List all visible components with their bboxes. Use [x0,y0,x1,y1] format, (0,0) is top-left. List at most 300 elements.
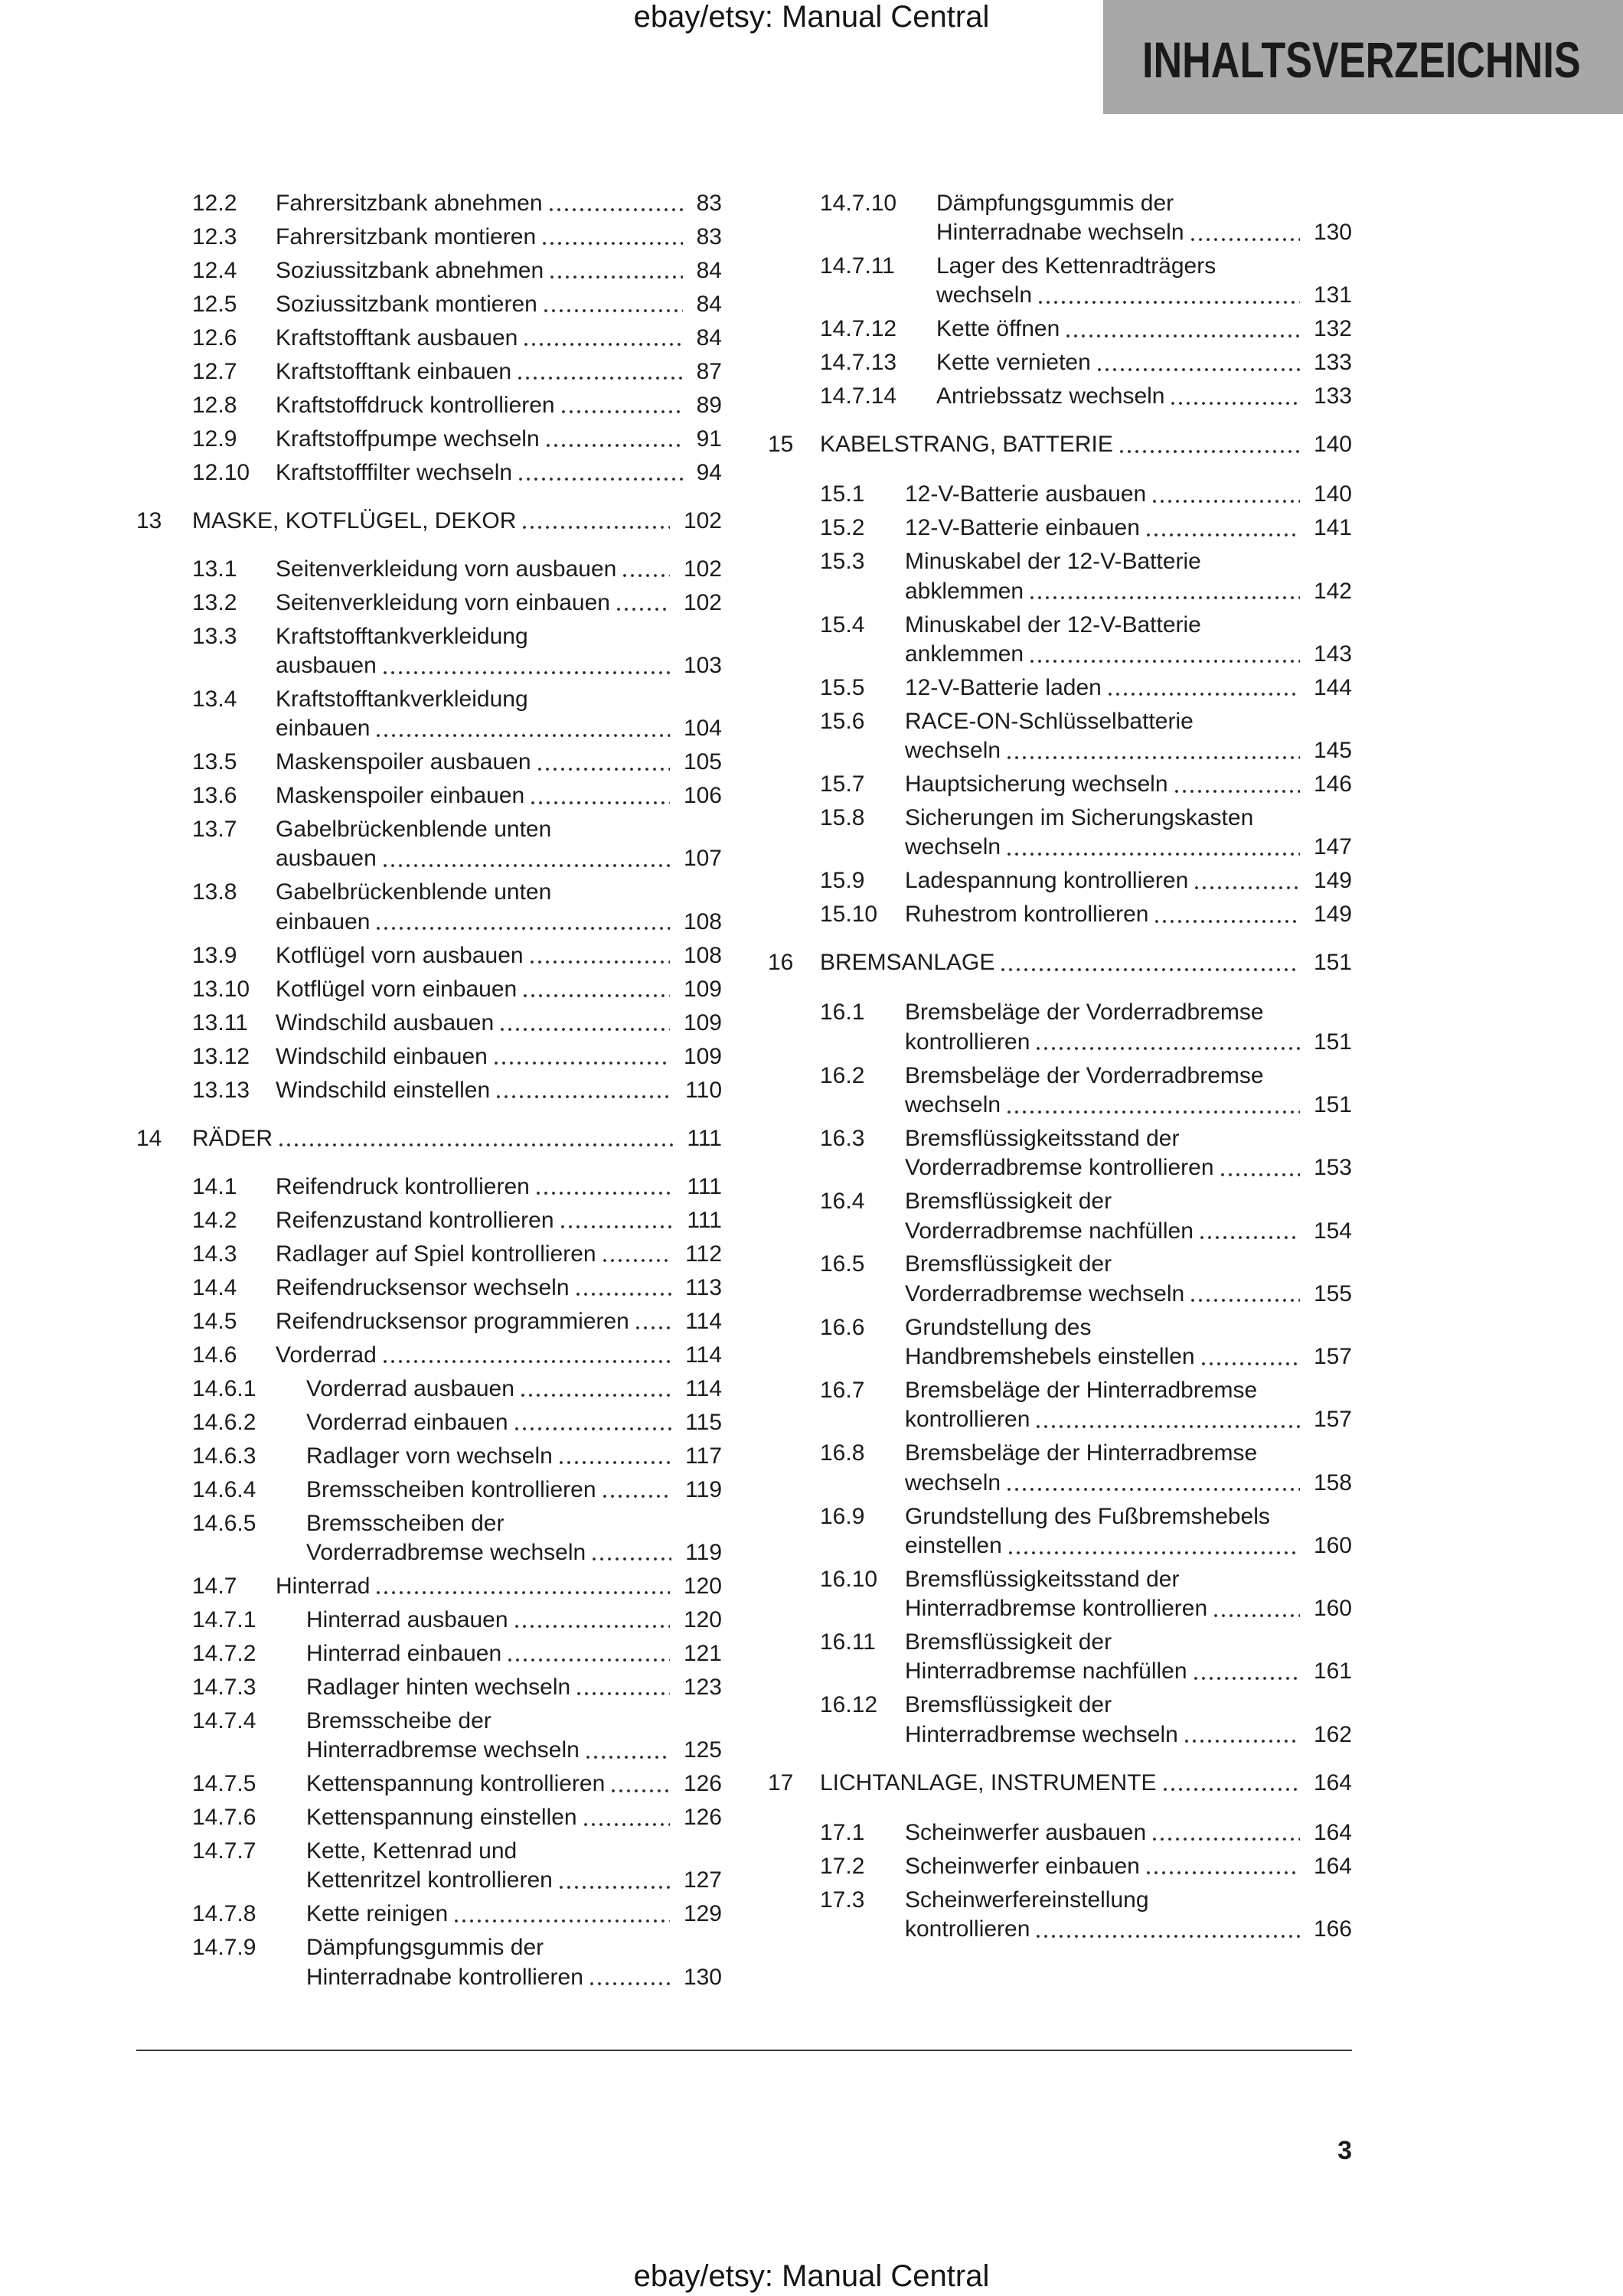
toc-entry [136,1074,722,1107]
watermark-top: ebay/etsy: Manual Central [633,0,990,34]
toc-entry-line [905,514,1352,543]
toc-entry-number: 16.7 [820,1378,865,1404]
toc-entry-line [306,1639,722,1668]
toc-entry [136,1406,722,1440]
toc-entry-body [276,458,722,488]
toc-entry [768,187,1352,249]
toc-entry-body [306,1606,722,1635]
dot-leader [521,994,670,997]
toc-entry-title: Hinterradbremse kontrollieren [905,1596,1208,1622]
toc-entry-number: 14.6.3 [192,1443,256,1469]
dot-leader [1192,1677,1300,1680]
dot-leader [542,309,683,312]
toc-page-number: 84 [696,325,722,351]
toc-entry-number: 16.9 [820,1503,865,1529]
toc-entry-title: Kraftstofftank ausbauen [276,325,518,351]
toc-page-number: 83 [696,223,722,249]
toc-entry-body [936,348,1352,377]
toc-entry-line [306,1442,722,1471]
toc-entry-line [905,1124,1352,1153]
toc-entry [768,1689,1352,1752]
dot-leader [519,1394,671,1397]
toc-page-number: 103 [683,652,722,678]
toc-page-number: 140 [1313,432,1352,458]
dot-leader [528,960,670,964]
toc-entry-title: kontrollieren [905,1916,1030,1942]
toc-entry [136,1440,722,1473]
toc-page-number: 140 [1313,481,1352,507]
toc-entry [768,1248,1352,1311]
toc-entry-number: 14.6.4 [192,1476,256,1502]
toc-entry-line [276,223,722,252]
toc-entry-line [276,941,722,970]
toc-entry-number: 13.11 [192,1009,248,1035]
toc-entry [136,683,722,745]
toc-entry [136,553,722,586]
toc-entry-number: 12.5 [192,291,237,317]
toc-entry-line [905,1657,1352,1686]
toc-entry-title: Hinterradbremse wechseln [905,1721,1178,1747]
toc-entry-title: Kette öffnen [936,316,1060,342]
dot-leader [277,1143,673,1146]
toc-entry-line [306,1803,722,1832]
toc-page-number: 113 [685,1274,722,1300]
toc-entry-title: Bremsbeläge der Vorderradbremse [905,1062,1264,1088]
toc-entry-number: 12.4 [192,257,237,283]
toc-entry-title: Gabelbrückenblende unten [276,879,552,905]
dot-leader [1198,1236,1300,1239]
toc-entry-title: Bremsflüssigkeitsstand der [905,1125,1180,1151]
dot-leader [548,276,682,279]
toc-entry-title: wechseln [905,834,1001,860]
toc-entry-title: Lager des Kettenradträgers [936,253,1216,279]
toc-entry-body [306,1509,722,1568]
dot-leader [601,1259,672,1262]
toc-entry [768,1437,1352,1499]
toc-right-column [768,187,1352,1946]
toc-entry-body [306,1837,722,1896]
dot-leader [513,1625,670,1628]
dot-leader [1028,660,1300,663]
footer-divider [136,2050,1352,2051]
toc-page-number: 161 [1313,1658,1352,1684]
toc-entry-title: Kettenspannung einstellen [306,1804,577,1830]
dot-leader [544,444,683,447]
toc-entry-line [276,425,722,454]
toc-entry [768,1626,1352,1688]
toc-page-number: 84 [696,257,722,283]
toc-page-number: 151 [1313,1091,1352,1117]
toc-entry-body [276,1172,722,1202]
toc-entry-body [936,252,1352,311]
toc-entry [768,1374,1352,1437]
toc-entry [136,1931,722,1994]
toc-entry-title: Seitenverkleidung vorn einbauen [276,589,610,615]
toc-entry-line [276,1240,722,1269]
toc-entry-line [306,1375,722,1404]
watermark-bottom: ebay/etsy: Manual Central [633,2259,990,2293]
toc-entry [136,1204,722,1238]
toc-entry-line [306,1606,722,1635]
dot-leader [999,968,1300,971]
toc-entry-body [905,1124,1352,1183]
dot-leader [495,1095,671,1098]
toc-entry-number: 14.7.11 [820,253,895,279]
toc-page-number: 133 [1313,383,1352,409]
toc-entry-line [905,1342,1352,1371]
dot-leader [560,410,683,413]
toc-page-number: 144 [1313,674,1352,700]
toc-entry [136,1671,722,1704]
toc-entry-number: 15.5 [820,674,865,700]
toc-entry-number: 16.5 [820,1251,865,1277]
toc-page-number: 87 [696,358,722,384]
toc-entry-body [276,1206,722,1235]
toc-entry-number: 14.7.7 [192,1838,256,1864]
dot-leader [521,526,670,529]
toc-page-number: 102 [683,507,722,533]
toc-entry [136,1704,722,1767]
dot-leader [574,1293,672,1296]
dot-leader [516,377,683,380]
toc-entry-title: Bremsflüssigkeit der [905,1692,1112,1718]
toc-entry [768,313,1352,347]
dot-leader [1151,500,1300,503]
toc-entry-line [306,1866,722,1895]
toc-entry-body [905,1565,1352,1624]
toc-entry-body [905,998,1352,1057]
toc-page-number: 117 [685,1443,722,1469]
toc-entry-number: 14.6.5 [192,1510,256,1536]
toc-entry-line [276,391,722,420]
toc-entry-title: Soziussitzbank abnehmen [276,257,544,283]
toc-entry-number: 15.3 [820,549,865,575]
toc-entry-body [192,1124,722,1153]
toc-entry-title: wechseln [905,1091,1001,1117]
toc-entry-title: Kraftstoffdruck kontrollieren [276,392,555,418]
toc-entry-title: Kette, Kettenrad und [306,1838,518,1864]
toc-entry [768,608,1352,671]
toc-entry-title: Kraftstofftank einbauen [276,358,511,384]
toc-page-number: 120 [683,1573,722,1599]
dot-leader [381,864,670,867]
toc-entry-line [905,1376,1352,1405]
toc-page-number: 126 [683,1771,722,1796]
toc-page-number: 132 [1313,316,1352,342]
toc-entry [768,380,1352,414]
toc-entry-title: Hinterrad [276,1573,371,1599]
toc-entry-body [905,1691,1352,1750]
toc-entry-line [905,1720,1352,1750]
toc-entry-title: Vorderrad ausbauen [306,1375,514,1401]
dot-leader [634,1326,671,1329]
toc-entry-body [306,1375,722,1404]
toc-entry [136,1835,722,1897]
toc-entry-body [276,1307,722,1336]
toc-entry [136,1767,722,1801]
toc-entry-title: Gabelbrückenblende unten [276,817,552,843]
toc-entry-line [905,577,1352,606]
toc-entry-number: 14.7.6 [192,1804,256,1830]
toc-page-number: 151 [1313,1029,1352,1055]
toc-entry-number: 13.1 [192,556,237,582]
toc-entry [768,478,1352,512]
toc-entry-line [276,685,722,714]
toc-entry-number: 14.2 [192,1207,237,1233]
toc-entry-line [306,1933,722,1962]
toc-entry-line [905,673,1352,703]
toc-entry-line [905,1531,1352,1561]
toc-entry-title: einbauen [276,908,371,934]
toc-entry-title: Dämpfungsgummis der [306,1935,544,1961]
toc-entry-number: 15.9 [820,868,865,894]
toc-entry-number: 13.2 [192,589,237,615]
toc-entry-line [306,1673,722,1702]
toc-entry-title: Kettenritzel kontrollieren [306,1867,553,1893]
toc-page-number: 164 [1313,1819,1352,1845]
dot-leader [506,1658,670,1662]
toc-entry-title: Vorderrad einbauen [306,1409,508,1435]
dot-leader [621,574,670,577]
toc-entry-line [905,1594,1352,1623]
dot-leader [1005,756,1300,759]
toc-page-number: 130 [683,1964,722,1990]
toc-entry-body [276,622,722,681]
toc-entry-number: 13.12 [192,1043,250,1069]
dot-leader [1169,402,1299,405]
toc-entry-line [306,1476,722,1505]
toc-entry-title: einstellen [905,1532,1002,1558]
toc-entry [136,813,722,876]
toc-entry-body [306,1476,722,1505]
toc-entry-title: ausbauen [276,652,377,678]
toc-entry-body [905,1818,1352,1848]
toc-entry-body [905,1187,1352,1246]
toc-entry-title: Kotflügel vorn ausbauen [276,942,524,968]
toc-chapter-entry [136,504,722,538]
toc-entry [136,1570,722,1603]
toc-page-number: 112 [685,1241,722,1267]
toc-page-number: 129 [683,1901,722,1927]
toc-entry-body [936,382,1352,411]
toc-entry-title: Scheinwerfer ausbauen [905,1819,1147,1845]
toc-entry-line [936,189,1352,218]
toc-entry-body [276,1076,722,1105]
toc-entry-line [905,1217,1352,1246]
toc-entry [768,865,1352,899]
toc-entry-line [905,480,1352,509]
toc-page-number: 115 [685,1409,722,1435]
toc-entry-number: 14.7.5 [192,1771,256,1796]
toc-chapter-title: MASKE, KOTFLÜGEL, DEKOR [192,507,517,533]
toc-chapter-entry [768,429,1352,462]
toc-entry-line [905,611,1352,640]
toc-entry-number: 12.7 [192,358,237,384]
dot-leader [1064,334,1300,338]
toc-entry-title: Scheinwerfer einbauen [905,1853,1140,1879]
toc-entry-line [905,1028,1352,1057]
toc-entry-number: 14.4 [192,1274,237,1300]
toc-entry-number: 17.2 [820,1853,865,1879]
dot-leader [1212,1614,1300,1617]
toc-entry-body [905,547,1352,606]
toc-entry-title: Grundstellung des Fußbremshebels [905,1503,1270,1529]
toc-entry-number: 13.6 [192,783,237,809]
toc-page-number: 141 [1313,515,1352,541]
toc-entry-line [276,1009,722,1038]
toc-entry-line [276,589,722,618]
toc-entry-number: 14.3 [192,1241,237,1267]
dot-leader [1200,1362,1300,1365]
toc-entry-body [306,1442,722,1471]
toc-entry-body [276,878,722,937]
toc-entry [136,620,722,683]
toc-entry-title: Kettenspannung kontrollieren [306,1771,606,1796]
toc-entry-number: 14.7 [192,1573,237,1599]
dot-leader [1183,1740,1300,1743]
toc-entry-title: Hinterradnabe wechseln [936,220,1184,246]
toc-entry-title: Bremsscheiben der [306,1510,505,1536]
toc-page-number: 155 [1313,1280,1352,1306]
toc-entry-title: Grundstellung des [905,1314,1092,1340]
toc-entry [768,671,1352,705]
toc-entry-title: Windschild einbauen [276,1043,488,1069]
toc-entry-title: Reifendruck kontrollieren [276,1173,530,1199]
toc-entry-line [905,1439,1352,1468]
dot-leader [575,1692,670,1695]
toc-entry [136,1170,722,1204]
toc-entry-title: Vorderradbremse wechseln [306,1539,586,1565]
toc-entry-line [306,1963,722,1992]
toc-entry-title: Windschild ausbauen [276,1009,495,1035]
toc-entry [136,321,722,355]
toc-entry-line [905,1628,1352,1657]
dot-leader [1028,596,1300,599]
toc-entry-body [306,1639,722,1668]
dot-leader [374,1591,670,1594]
toc-entry-number: 14.7.1 [192,1606,256,1632]
toc-entry-number: 14.6 [192,1342,237,1368]
toc-entry-line [936,315,1352,344]
toc-page-number: 83 [696,190,722,216]
toc-page-number: 102 [683,589,722,615]
toc-entry-line [820,1769,1352,1798]
toc-entry-line [276,975,722,1004]
toc-entry-title: Bremsflüssigkeit der [905,1189,1112,1215]
dot-leader [1037,301,1300,304]
toc-chapter-number: 13 [136,507,162,533]
toc-page-number: 107 [683,846,722,872]
toc-entry-title: Vorderradbremse wechseln [905,1280,1185,1306]
toc-page-number: 157 [1313,1344,1352,1370]
toc-entry-number: 13.8 [192,879,237,905]
toc-entry-title: Radlager hinten wechseln [306,1674,571,1700]
toc-entry-number: 12.6 [192,325,237,351]
toc-entry-number: 12.9 [192,426,237,452]
toc-chapter-number: 15 [768,432,794,458]
toc-entry [136,1507,722,1570]
toc-entry-number: 13.5 [192,749,237,775]
toc-entry-number: 14.7.12 [820,316,897,342]
toc-entry-body [276,223,722,252]
toc-entry-title: Radlager auf Spiel kontrollieren [276,1241,596,1267]
toc-page-number: 146 [1313,771,1352,797]
toc-entry-body [936,189,1352,248]
dot-leader [609,1789,670,1792]
dot-leader [1034,1425,1300,1428]
toc-entry-body [905,611,1352,670]
toc-page-number: 114 [685,1308,722,1334]
toc-entry-line [276,714,722,743]
toc-entry [136,1339,722,1372]
toc-entry [136,1006,722,1040]
toc-entry-body [905,707,1352,766]
toc-entry-title: Ruhestrom kontrollieren [905,902,1149,928]
toc-entry-title: Kraftstofffilter wechseln [276,459,513,485]
toc-chapter-entry [768,947,1352,980]
toc-entry-title: wechseln [905,738,1001,764]
toc-entry-number: 16.8 [820,1440,865,1466]
toc-entry-body [276,941,722,970]
toc-entry-body [276,555,722,584]
toc-entry-body [306,1803,722,1832]
toc-left-column [136,187,722,1994]
toc-entry [136,1897,722,1931]
toc-entry-line [276,189,722,218]
dot-leader [517,478,683,481]
dot-leader [374,927,669,930]
toc-entry [136,1040,722,1074]
toc-entry-line [905,1818,1352,1848]
toc-entry [136,422,722,456]
toc-entry-title: Bremsscheiben kontrollieren [306,1476,596,1502]
dot-leader [601,1495,672,1498]
dot-leader [1219,1173,1300,1176]
toc-page-number: 104 [683,716,722,742]
toc-entry-body [905,770,1352,799]
toc-entry-body [905,1250,1352,1309]
toc-entry-body [905,1852,1352,1881]
dot-leader [522,343,682,346]
toc-entry-title: 12-V-Batterie einbauen [905,515,1140,541]
toc-entry [768,1816,1352,1850]
toc-entry-line [905,640,1352,669]
toc-entry-title: Bremsbeläge der Vorderradbremse [905,1000,1264,1026]
toc-entry [136,1603,722,1637]
toc-entry-body [192,507,722,536]
toc-entry-title: Soziussitzbank montieren [276,291,537,317]
toc-entry-number: 14.1 [192,1173,237,1199]
toc-chapter-number: 14 [136,1125,162,1151]
toc-entry-body [820,948,1352,977]
toc-entry-title: Kraftstofftankverkleidung [276,623,528,649]
toc-entry [136,1305,722,1339]
toc-entry-number: 16.4 [820,1189,865,1215]
toc-entry [136,456,722,490]
toc-entry-title: Antriebssatz wechseln [936,383,1165,409]
toc-entry-line [905,1153,1352,1182]
toc-page-number: 105 [683,749,722,775]
toc-page-number: 111 [687,1207,722,1233]
toc-page-number: 106 [683,783,722,809]
toc-page-number: 160 [1313,1532,1352,1558]
toc-page-number: 108 [683,908,722,934]
toc-entry-number: 16.1 [820,1000,865,1026]
toc-entry-body [276,425,722,454]
toc-page-number: 166 [1313,1916,1352,1942]
dot-leader [1034,1935,1300,1938]
toc-page-number: 123 [683,1674,722,1700]
